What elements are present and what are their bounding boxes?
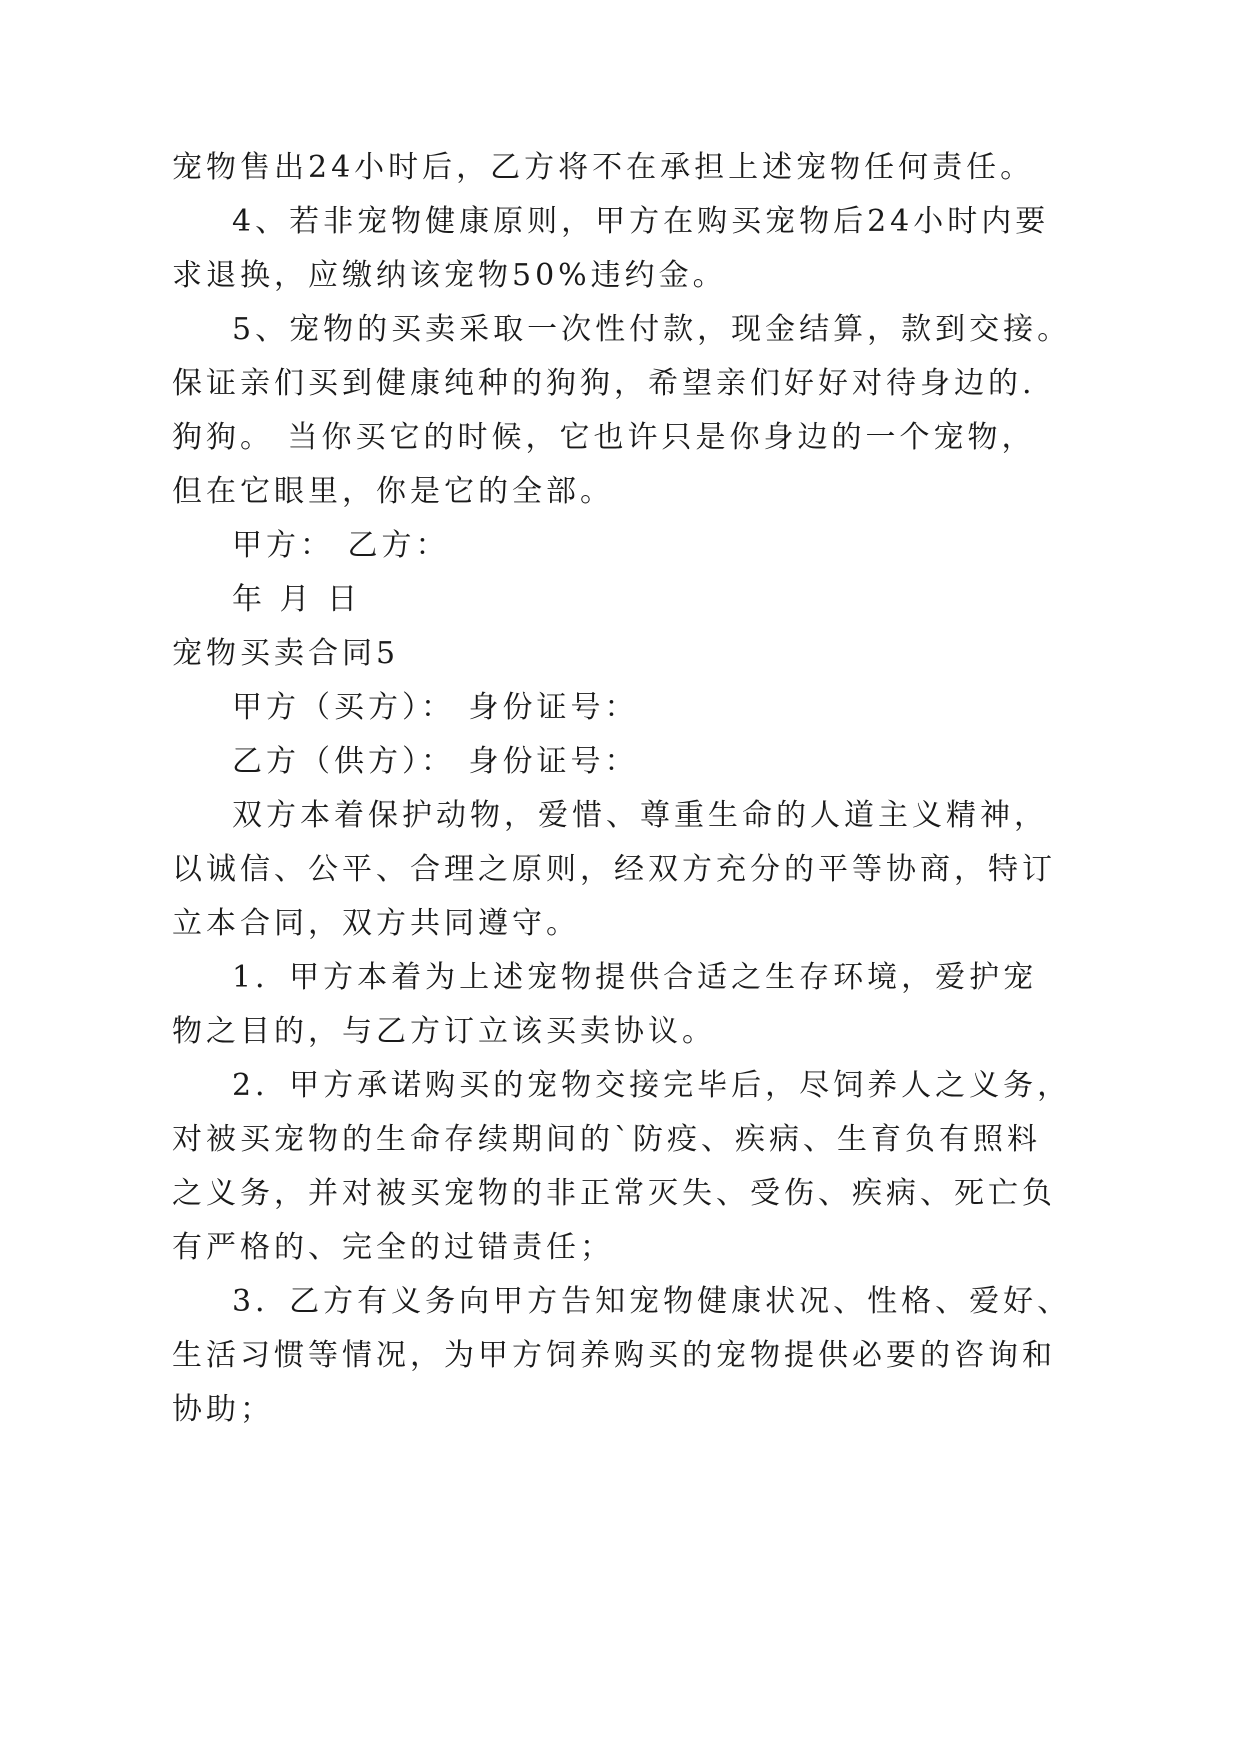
text-line: 保证亲们买到健康纯种的狗狗，希望亲们好好对待身边的.: [172, 366, 1036, 401]
text-line: 狗狗。 当你买它的时候，它也许只是你身边的一个宠物，: [172, 420, 1036, 455]
text-line: 协助；: [172, 1392, 274, 1427]
signature-date: 年 月 日: [232, 582, 362, 617]
text-line: 有严格的、完全的过错责任；: [172, 1230, 614, 1265]
text-line: 双方本着保护动物，爱惜、尊重生命的人道主义精神，: [232, 798, 1048, 833]
text-line: 4、若非宠物健康原则，甲方在购买宠物后24小时内要: [232, 204, 1050, 239]
text-line: 但在它眼里，你是它的全部。: [172, 474, 614, 509]
clause-2: 2．甲方承诺购买的宠物交接完毕后，尽饲养人之义务，: [232, 1068, 1072, 1103]
section-title: 宠物买卖合同5: [172, 636, 400, 671]
party-b-line: 乙方（供方）： 身份证号：: [232, 744, 639, 779]
text-line: 以诚信、公平、合理之原则，经双方充分的平等协商，特订: [172, 852, 1056, 887]
text-line: 物之目的，与乙方订立该买卖协议。: [172, 1014, 716, 1049]
text-line: 宠物售出24小时后，乙方将不在承担上述宠物任何责任。: [172, 150, 1035, 185]
party-a-line: 甲方（买方）： 身份证号：: [232, 690, 639, 725]
text-line: 5、宠物的买卖采取一次性付款，现金结算，款到交接。: [232, 312, 1072, 347]
clause-1: 1．甲方本着为上述宠物提供合适之生存环境，爱护宠: [232, 960, 1038, 995]
text-line: 生活习惯等情况，为甲方饲养购买的宠物提供必要的咨询和: [172, 1338, 1056, 1373]
text-line: 对被买宠物的生命存续期间的`防疫、疾病、生育负有照料: [172, 1122, 1041, 1157]
text-line: 之义务，并对被买宠物的非正常灭失、受伤、疾病、死亡负: [172, 1176, 1056, 1211]
text-line: 立本合同，双方共同遵守。: [172, 906, 580, 941]
clause-3: 3．乙方有义务向甲方告知宠物健康状况、性格、爱好、: [232, 1284, 1072, 1319]
text-line: 求退换，应缴纳该宠物50%违约金。: [172, 258, 727, 293]
signature-parties: 甲方： 乙方：: [232, 528, 450, 563]
